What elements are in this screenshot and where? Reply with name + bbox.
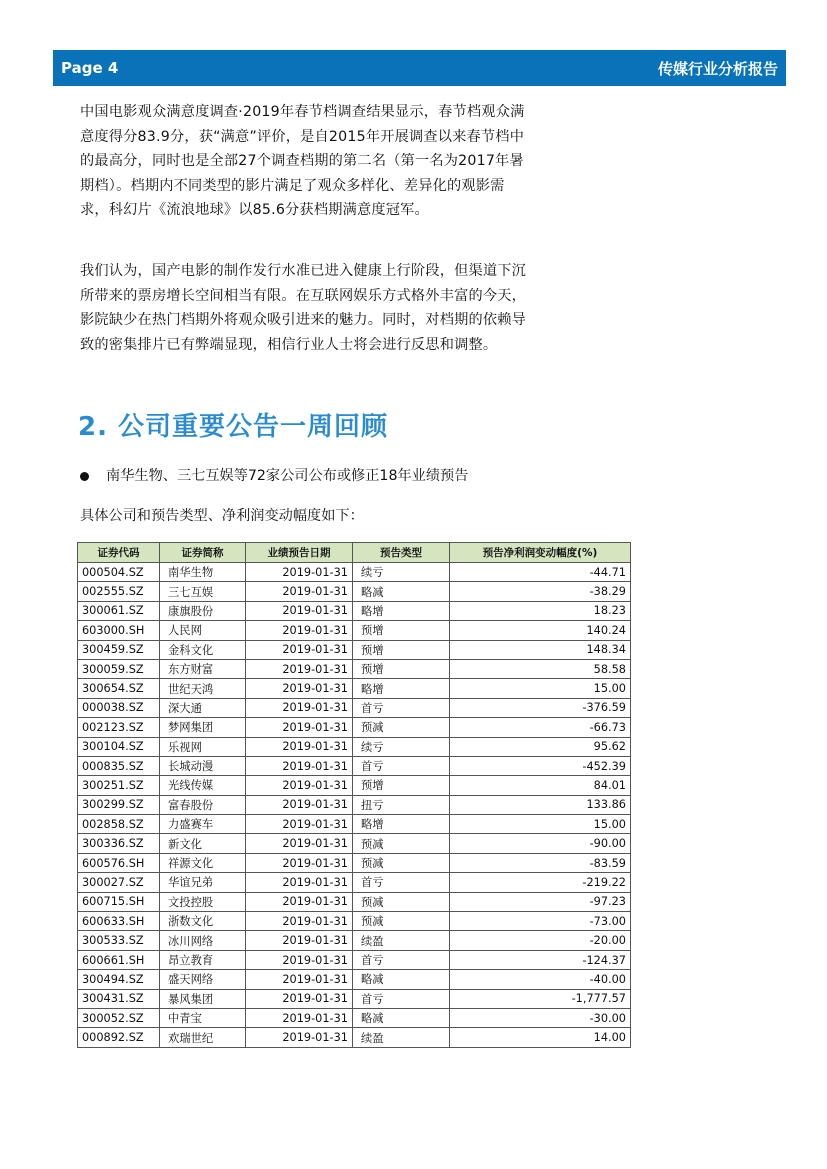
table-row — [78, 718, 631, 737]
cell-date: 2019-01-31 — [246, 659, 353, 678]
cell-type: 预减 — [353, 892, 450, 911]
cell-name: 梦网集团 — [160, 718, 246, 737]
cell-name: 华谊兄弟 — [160, 873, 246, 892]
cell-change: -30.00 — [450, 1008, 631, 1027]
cell-date: 2019-01-31 — [246, 640, 353, 659]
cell-type: 预增 — [353, 621, 450, 640]
cell-type: 扭亏 — [353, 795, 450, 814]
table-row — [78, 892, 631, 911]
cell-change: -40.00 — [450, 970, 631, 989]
cell-code: 300027.SZ — [78, 873, 160, 892]
cell-name: 光线传媒 — [160, 776, 246, 795]
paragraph-survey: 中国电影观众满意度调查·2019年春节档调查结果显示，春节档观众满意度得分83.9分，获“满意”评价，是自2015年开展调查以来春节档中的最高分，同时也是全部27个调查档期的第二名（第一名为2017年暑期档）。档期内不同类型的影片满足了观众多样化、差异化的观影需求，科幻片《流浪地球》以85.6分获档期满意度冠军。 — [80, 104, 525, 218]
cell-change: 18.23 — [450, 601, 631, 620]
cell-date: 2019-01-31 — [246, 853, 353, 872]
cell-change: 148.34 — [450, 640, 631, 659]
cell-code: 000892.SZ — [78, 1028, 160, 1047]
cell-name: 中青宝 — [160, 1008, 246, 1027]
cell-change: 95.62 — [450, 737, 631, 756]
cell-name: 世纪天鸿 — [160, 679, 246, 698]
bullet-text: 南华生物、三七互娱等72家公司公布或修正18年业绩预告 — [106, 468, 469, 484]
table-intro: 具体公司和预告类型、净利润变动幅度如下： — [80, 508, 364, 524]
table-row — [78, 931, 631, 950]
cell-change: 133.86 — [450, 795, 631, 814]
cell-date: 2019-01-31 — [246, 989, 353, 1008]
cell-change: 58.58 — [450, 659, 631, 678]
table-row — [78, 582, 631, 601]
table-row — [78, 970, 631, 989]
cell-code: 300533.SZ — [78, 931, 160, 950]
header-code: 证券代码 — [78, 543, 160, 563]
cell-change: 84.01 — [450, 776, 631, 795]
cell-name: 冰川网络 — [160, 931, 246, 950]
table-row — [78, 912, 631, 931]
cell-code: 300459.SZ — [78, 640, 160, 659]
cell-code: 603000.SH — [78, 621, 160, 640]
page-number: Page 4 — [61, 59, 119, 77]
cell-change: -219.22 — [450, 873, 631, 892]
cell-code: 300104.SZ — [78, 737, 160, 756]
cell-date: 2019-01-31 — [246, 834, 353, 853]
cell-type: 续亏 — [353, 563, 450, 582]
cell-name: 康旗股份 — [160, 601, 246, 620]
cell-name: 深大通 — [160, 698, 246, 717]
cell-date: 2019-01-31 — [246, 931, 353, 950]
cell-name: 富春股份 — [160, 795, 246, 814]
table-row — [78, 621, 631, 640]
cell-type: 首亏 — [353, 950, 450, 969]
cell-name: 人民网 — [160, 621, 246, 640]
header-date: 业绩预告日期 — [246, 543, 353, 563]
cell-type: 略减 — [353, 1008, 450, 1027]
cell-code: 002123.SZ — [78, 718, 160, 737]
cell-change: -73.00 — [450, 912, 631, 931]
cell-change: -90.00 — [450, 834, 631, 853]
cell-date: 2019-01-31 — [246, 892, 353, 911]
table-row — [78, 698, 631, 717]
cell-date: 2019-01-31 — [246, 776, 353, 795]
cell-change: -38.29 — [450, 582, 631, 601]
bullet-item — [80, 464, 468, 488]
cell-date: 2019-01-31 — [246, 621, 353, 640]
cell-code: 300494.SZ — [78, 970, 160, 989]
header-change: 预告净利润变动幅度(%) — [450, 543, 631, 563]
cell-change: 15.00 — [450, 815, 631, 834]
table-row — [78, 756, 631, 775]
cell-code: 300336.SZ — [78, 834, 160, 853]
cell-name: 力盛赛车 — [160, 815, 246, 834]
header-name: 证券简称 — [160, 543, 246, 563]
cell-type: 略减 — [353, 582, 450, 601]
cell-date: 2019-01-31 — [246, 912, 353, 931]
table-row — [78, 659, 631, 678]
cell-code: 300061.SZ — [78, 601, 160, 620]
report-title: 传媒行业分析报告 — [657, 59, 778, 78]
cell-code: 000835.SZ — [78, 756, 160, 775]
cell-type: 略增 — [353, 815, 450, 834]
cell-code: 002858.SZ — [78, 815, 160, 834]
cell-change: -97.23 — [450, 892, 631, 911]
table-row — [78, 873, 631, 892]
cell-change: 140.24 — [450, 621, 631, 640]
table-row — [78, 776, 631, 795]
cell-code: 300059.SZ — [78, 659, 160, 678]
cell-change: 14.00 — [450, 1028, 631, 1047]
cell-date: 2019-01-31 — [246, 795, 353, 814]
cell-name: 南华生物 — [160, 563, 246, 582]
bullet-dot-icon — [80, 472, 89, 481]
cell-name: 乐视网 — [160, 737, 246, 756]
cell-name: 长城动漫 — [160, 756, 246, 775]
cell-date: 2019-01-31 — [246, 718, 353, 737]
cell-type: 首亏 — [353, 873, 450, 892]
cell-date: 2019-01-31 — [246, 815, 353, 834]
cell-date: 2019-01-31 — [246, 1028, 353, 1047]
cell-name: 金科文化 — [160, 640, 246, 659]
cell-name: 欢瑞世纪 — [160, 1028, 246, 1047]
cell-name: 新文化 — [160, 834, 246, 853]
cell-type: 略增 — [353, 679, 450, 698]
cell-date: 2019-01-31 — [246, 756, 353, 775]
table-row — [78, 1028, 631, 1047]
cell-code: 300654.SZ — [78, 679, 160, 698]
table-row — [78, 950, 631, 969]
cell-change: -124.37 — [450, 950, 631, 969]
cell-date: 2019-01-31 — [246, 563, 353, 582]
table-row — [78, 563, 631, 582]
table-row — [78, 679, 631, 698]
cell-code: 000038.SZ — [78, 698, 160, 717]
cell-change: 15.00 — [450, 679, 631, 698]
table-row — [78, 640, 631, 659]
cell-date: 2019-01-31 — [246, 601, 353, 620]
table-row — [78, 989, 631, 1008]
cell-code: 300299.SZ — [78, 795, 160, 814]
cell-type: 预增 — [353, 776, 450, 795]
cell-type: 首亏 — [353, 756, 450, 775]
cell-name: 暴风集团 — [160, 989, 246, 1008]
cell-date: 2019-01-31 — [246, 950, 353, 969]
table-row — [78, 601, 631, 620]
cell-type: 预减 — [353, 912, 450, 931]
cell-change: -1,777.57 — [450, 989, 631, 1008]
cell-date: 2019-01-31 — [246, 873, 353, 892]
table-row — [78, 853, 631, 872]
table-row — [78, 834, 631, 853]
cell-type: 预增 — [353, 640, 450, 659]
cell-code: 000504.SZ — [78, 563, 160, 582]
table-row — [78, 737, 631, 756]
page-header-bar — [53, 50, 786, 86]
cell-code: 300431.SZ — [78, 989, 160, 1008]
cell-code: 600661.SH — [78, 950, 160, 969]
cell-code: 600715.SH — [78, 892, 160, 911]
cell-date: 2019-01-31 — [246, 737, 353, 756]
cell-change: -83.59 — [450, 853, 631, 872]
forecast-table — [77, 542, 631, 1048]
cell-type: 续亏 — [353, 737, 450, 756]
cell-type: 首亏 — [353, 989, 450, 1008]
cell-name: 文投控股 — [160, 892, 246, 911]
cell-type: 预减 — [353, 853, 450, 872]
cell-name: 昂立教育 — [160, 950, 246, 969]
cell-type: 预增 — [353, 659, 450, 678]
header-type: 预告类型 — [353, 543, 450, 563]
table-row — [78, 1008, 631, 1027]
cell-code: 300251.SZ — [78, 776, 160, 795]
cell-date: 2019-01-31 — [246, 582, 353, 601]
cell-code: 600633.SH — [78, 912, 160, 931]
section-title: 2. 公司重要公告一周回顾 — [78, 412, 389, 442]
cell-date: 2019-01-31 — [246, 970, 353, 989]
cell-change: -44.71 — [450, 563, 631, 582]
cell-code: 002555.SZ — [78, 582, 160, 601]
cell-change: -376.59 — [450, 698, 631, 717]
cell-name: 盛天网络 — [160, 970, 246, 989]
table-header-row — [78, 543, 631, 563]
table-row — [78, 795, 631, 814]
cell-name: 东方财富 — [160, 659, 246, 678]
cell-change: -20.00 — [450, 931, 631, 950]
paragraph-opinion: 我们认为，国产电影的制作发行水准已进入健康上行阶段，但渠道下沉所带来的票房增长空间相当有限。在互联网娱乐方式格外丰富的今天，影院缺少在热门档期外将观众吸引进来的魅力。同时，对档期的依赖导致的密集排片已有弊端显现，相信行业人士将会进行反思和调整。 — [80, 263, 527, 353]
cell-date: 2019-01-31 — [246, 698, 353, 717]
cell-type: 续盈 — [353, 931, 450, 950]
table-row — [78, 815, 631, 834]
cell-code: 300052.SZ — [78, 1008, 160, 1027]
cell-name: 浙数文化 — [160, 912, 246, 931]
cell-type: 首亏 — [353, 698, 450, 717]
cell-type: 预减 — [353, 834, 450, 853]
cell-change: -452.39 — [450, 756, 631, 775]
cell-type: 略增 — [353, 601, 450, 620]
cell-type: 略减 — [353, 970, 450, 989]
cell-code: 600576.SH — [78, 853, 160, 872]
cell-name: 三七互娱 — [160, 582, 246, 601]
cell-type: 续盈 — [353, 1028, 450, 1047]
cell-date: 2019-01-31 — [246, 1008, 353, 1027]
cell-name: 祥源文化 — [160, 853, 246, 872]
cell-change: -66.73 — [450, 718, 631, 737]
cell-type: 预减 — [353, 718, 450, 737]
table-body — [78, 563, 631, 1048]
cell-date: 2019-01-31 — [246, 679, 353, 698]
